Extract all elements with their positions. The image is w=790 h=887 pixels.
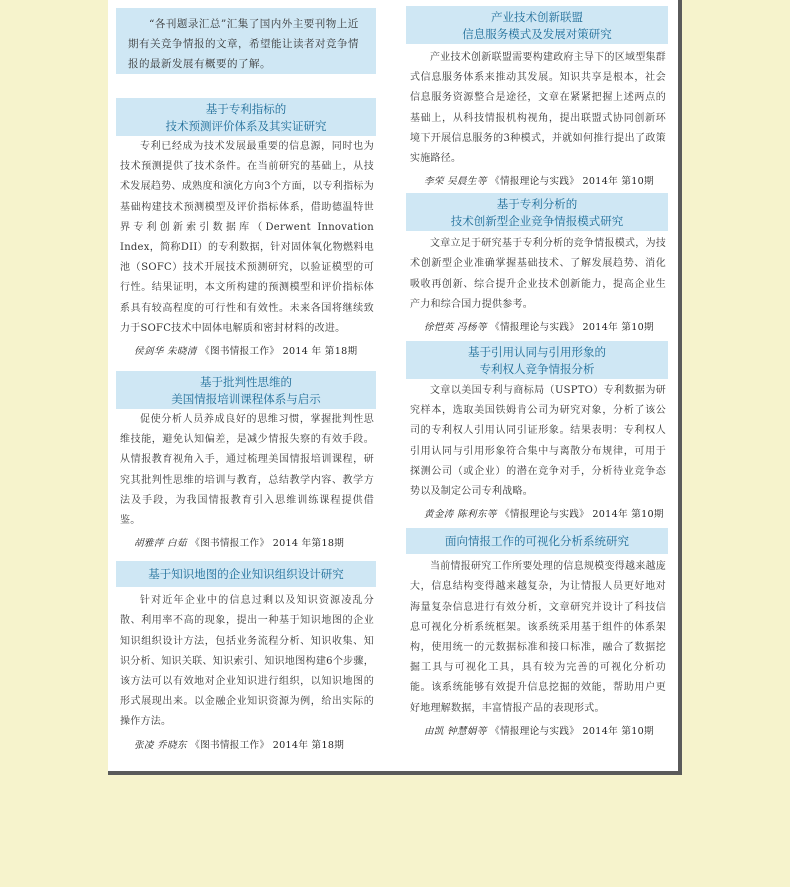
article-source xyxy=(116,531,376,553)
article-title xyxy=(116,371,376,409)
title-line: 基于批判性思维的 xyxy=(200,375,292,390)
article-title xyxy=(406,341,668,379)
article-authors: 黄金涛 陈利东等 xyxy=(424,509,497,521)
title-line: 基于专利分析的 xyxy=(496,197,578,212)
article-visual-analysis xyxy=(406,528,668,741)
article-authors: 由凯 钟慧娟等 xyxy=(424,725,487,737)
title-line: 基于专利指标的 xyxy=(205,102,287,116)
title-line: 产业技术创新联盟 xyxy=(491,10,583,24)
article-issue: 2014年 第10期 xyxy=(592,509,664,521)
article-issue: 2014 年 第18期 xyxy=(282,346,358,358)
title-line: 技术预测评价体系及其实证研究 xyxy=(165,119,327,133)
article-issue: 2014年 第18期 xyxy=(272,739,345,751)
article-issue: 2014年 第10期 xyxy=(582,322,654,334)
article-abstract: 产业技术创新联盟需要构建政府主导下的区域型集群式信息服务体系来推动其发展。知识共享是根本，社会信息服务资源整合是途径，文章在紧紧把握上述两点的基础上，从科技情报机构视角，提出联盟式协同创新环境下开展信息服务的3种模式，并就如何推行提出了政策实施路径。 xyxy=(410,52,666,165)
article-source xyxy=(406,315,668,337)
article-abstract: 当前情报研究工作所要处理的信息规模变得越来越庞大，信息结构变得越来越复杂，为让情报人员更好地对海量复杂信息进行有效分析，文章研究并设计了科技信息可视化分析系统框架。该系统采用基于组件的体系架构，使用统一的元数据标准和接口标准，融合了数据挖掘工具与可视化工具，具有较为完善的可视化分析功能。该系统能够有效提升信息挖掘的效能，帮助用户更好地理解数据，丰富情报产品的表现形式。 xyxy=(410,561,666,714)
article-authors: 胡雅萍 白茹 xyxy=(134,538,187,550)
journal-page xyxy=(108,0,682,775)
article-journal: 《情报理论与实践》 xyxy=(490,322,580,334)
article-title xyxy=(116,98,376,136)
title-line: 基于引用认同与引用形象的 xyxy=(468,345,606,360)
article-abstract: 促使分析人员养成良好的思维习惯，掌握批判性思维技能，避免认知偏差，是减少情报失察的有效手段。从情报教育视角入手，通过梳理美国情报培训课程，研究其批判性思维的培训与教育，总结教学内容、教学方法及手段，为我国情报教育引入思维训练课程提供借鉴。 xyxy=(120,414,374,527)
article-source xyxy=(406,502,668,524)
article-industry-alliance xyxy=(406,6,668,191)
article-authors: 李荣 吴晨生等 xyxy=(424,176,487,188)
article-journal: 《图书情报工作》 xyxy=(190,739,270,751)
article-issue: 2014 年第18期 xyxy=(272,538,345,550)
article-abstract: 文章以美国专利与商标局（USPTO）专利数据为研究样本，选取美国铁姆肯公司为研究对象，分析了该公司的专利权人引用认同引证形象。结果表明：专利权人引用认同与引用形象符合集中与离散分布规律，可用于探测公司（或企业）的潜在竞争对手，分析待业竞争态势以及制定公司专利战略。 xyxy=(410,385,666,498)
article-journal: 《情报理论与实践》 xyxy=(490,176,580,188)
article-authors: 徐恺英 冯杨等 xyxy=(424,322,487,334)
article-abstract: 针对近年企业中的信息过剩以及知识资源凌乱分散、利用率不高的现象，提出一种基于知识地图的企业知识组织设计方法，包括业务流程分析、知识收集、知识分析、知识关联、知识索引、知识地图构建6个步骤，该方法可以有效地对企业知识进行组织，以知识地图的形式展现出来。以金融企业知识资源为例，给出实际的操作方法。 xyxy=(120,595,374,728)
title-line: 专利权人竞争情报分析 xyxy=(479,362,595,377)
title-line: 技术创新型企业竞争情报模式研究 xyxy=(450,214,624,229)
article-journal: 《情报理论与实践》 xyxy=(499,509,590,521)
article-source xyxy=(116,733,376,755)
article-knowledge-map xyxy=(116,561,376,754)
article-source xyxy=(116,339,376,361)
article-title xyxy=(406,193,668,231)
title-line: 美国情报培训课程体系与启示 xyxy=(171,392,321,407)
intro-box: “各刊题录汇总”汇集了国内外主要刊物上近期有关竞争情报的文章，希望能让读者对竞争情报的最新发展有概要的了解。 xyxy=(116,8,376,74)
article-issue: 2014年 第10期 xyxy=(582,176,654,188)
article-abstract: 专利已经成为技术发展最重要的信息源，同时也为技术预测提供了技术条件。在当前研究的基础上，从技术发展趋势、成熟度和演化方向3个方面，以专利指标为基础构建技术预测模型及评价指标体系，借助德温特世界专利创新索引数据库（Derwent Innovation Index，简称DII）的专利数据，针对固体氧化物燃料电池（SOFC）技术开展技术预测研究，以验证模型的可行性。结果证明，本文所构建的预测模型和评价指标体系具有较高程度的可行性和有效性。未来各国将继续致力于SOFC技术中固体电解质和密封材料的改进。 xyxy=(120,141,374,334)
article-patent-indicators xyxy=(116,98,376,361)
article-journal: 《图书情报工作》 xyxy=(190,538,270,550)
article-journal: 《情报理论与实践》 xyxy=(490,725,580,737)
article-journal: 《图书情报工作》 xyxy=(200,346,280,358)
article-title xyxy=(406,6,668,44)
article-patent-analysis xyxy=(406,193,668,337)
article-authors: 侯剑华 朱晓清 xyxy=(134,346,197,358)
article-authors: 张凌 乔晓东 xyxy=(134,739,187,751)
right-column xyxy=(406,0,668,741)
article-title: 基于知识地图的企业知识组织设计研究 xyxy=(116,561,376,587)
article-abstract: 文章立足于研究基于专利分析的竞争情报模式，为技术创新型企业准确掌握基础技术、了解发展趋势、消化吸收再创新、综合提升企业技术创新能力，提高企业生产力和综合国力提供参考。 xyxy=(410,238,666,310)
title-line: 信息服务模式及发展对策研究 xyxy=(462,27,612,41)
article-source xyxy=(406,169,668,191)
article-citation-image xyxy=(406,341,668,524)
article-issue: 2014年 第10期 xyxy=(582,725,654,737)
left-column xyxy=(116,0,376,755)
article-critical-thinking xyxy=(116,371,376,553)
article-title: 面向情报工作的可视化分析系统研究 xyxy=(406,528,668,554)
article-source xyxy=(406,719,668,741)
